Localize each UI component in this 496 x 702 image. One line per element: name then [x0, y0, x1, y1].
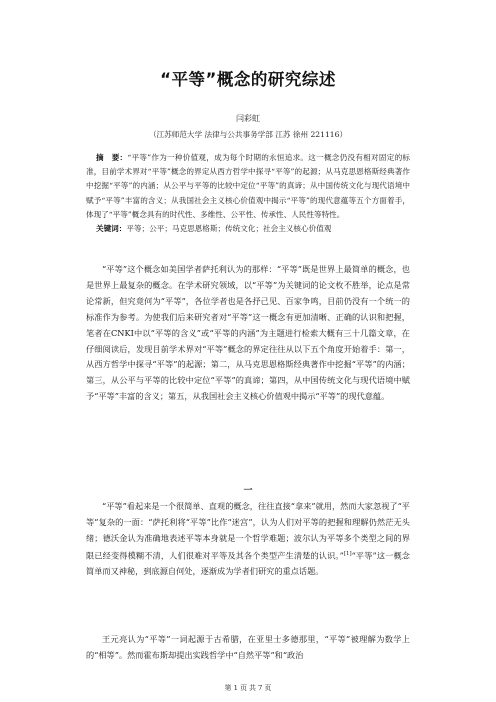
- body-paragraph-section1-cont: 王元亮认为“平等”一词起源于古希腊，在亚里士多德那里，“平等”被理解为数学上的“相等”。然而霍布斯却提出实践哲学中“自然平等”和“政治: [86, 634, 410, 660]
- body-paragraph-intro: “平等”这个概念如美国学者萨托利认为的那样：“平等”既是世界上最简单的概念，也是世界上最复杂的概念。在学术研究领域，以“平等”为关键词的论文枚不胜举，论点是常论常新，但究竟何为“平等”，各位学者也是各抒己见、百家争鸣，目前仍没有一个统一的标准作为参考。为使我们后来研究者对“平等”这一概念有更加清晰、正确的认识和把握，笔者在CNKI中以“平等的含义”或“平等的内涵”为主题进行检索大概有三十几篇文章，在仔细阅读后，发现目前学术界对“平等”概念的界定往往从以下五个角度开始着手：第一，从西方哲学中探寻“平等”的起源；第二，从马克思恩格斯经典著作中挖掘“平等”的内涵；第三，从公平与平等的比较中定位“平等”的真谛；第四，从中国传统文化与现代语境中赋予“平等”丰富的含义；第五，从我国社会主义核心价值观中揭示“平等”的现代意蕴。: [86, 264, 410, 402]
- page-footer: 第 1 页 共 7 页: [224, 684, 272, 692]
- author-affiliation: （江苏师范大学 法律与公共事务学部 江苏 徐州 221116）: [148, 130, 348, 139]
- abstract-text: “平等”作为一种价值观，成为每个时期的永恒追求。这一概念仍没有相对固定的标准，目前学术界对“平等”概念的界定从西方哲学中探寻“平等”的起源；从马克思恩格斯经典著作中挖掘“平等”的内涵；从公平与平等的比较中定位“平等”的真谛；从中国传统文化与现代语境中赋予“平等”丰富的含义；从我国社会主义核心价值观中揭示“平等”的现代意蕴等五个方面着手，体现了“平等”概念具有的时代性、多维性、公平性、传承性、人民性等特性。: [86, 153, 411, 219]
- abstract-block: [86, 151, 410, 222]
- keywords-block: [96, 222, 410, 236]
- keywords-text: 平等；公平；马克思恩格斯；传统文化；社会主义核心价值观: [126, 224, 332, 233]
- paper-title: “平等”概念的研究综述: [160, 70, 336, 89]
- keywords-label: 关键词：: [96, 224, 127, 233]
- paragraph-text-continued: “平等”这一概念简单而又神秘，到底源自何处，逐渐成为学者们研究的重点话题。: [86, 550, 410, 577]
- author-name: 闫彩虹: [236, 114, 260, 123]
- body-paragraph-section1: [86, 499, 410, 580]
- paragraph-text-quote: “平等”看起来是一个很简单、直观的概念，往往直接“拿来”就用，然而大家忽视了“平等”复杂的一面：“萨托利将“平等”比作“迷宫”，认为人们对平等的把握和理解仍然茫无头绪；德沃金认为准确地表述平等本身就是一个哲学难题；波尔认为平等多个类型之间的界限已经变得模糊不清，人们很难对平等及其各个类型产生清楚的认识。”: [86, 501, 410, 561]
- citation-reference[interactable]: [1]: [343, 550, 352, 557]
- section-heading: 一: [243, 486, 253, 496]
- abstract-label: 摘 要：: [96, 153, 128, 162]
